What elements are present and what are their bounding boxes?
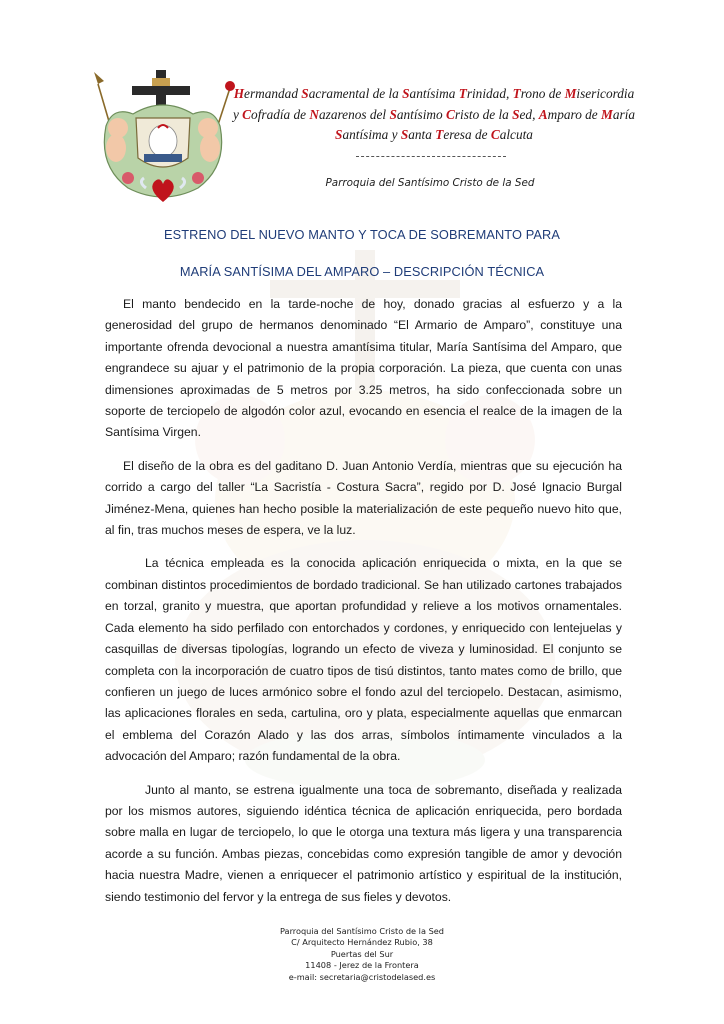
header-separator xyxy=(356,156,506,157)
title-fragment: isericordia y xyxy=(232,86,635,122)
title-initial: S xyxy=(512,106,520,122)
title-initial: S xyxy=(301,86,309,101)
title-fragment: anta xyxy=(408,127,436,142)
title-initial: C xyxy=(445,106,455,122)
document-body xyxy=(105,294,622,920)
title-initial: A xyxy=(538,106,548,122)
parish-subtitle: Parroquia del Santísimo Cristo de la Sed xyxy=(325,177,535,189)
paragraph-3: La técnica empleada es la conocida aplicación enriquecida o mixta, en la que se combinan distintos procedimientos de bordado tradicional. Se han utilizado cartones trabajados en torzal, granito y muestra, que aportan profundidad y relieve a los motivos ornamentales. Cada elemento ha sido perfilado con entorchados y cordones, y enriquecido con lentejuelas y casquillas de diversas tipologías, logrando un efecto de viveza y luminosidad. El conjunto se completa con la incorporación de cuatro tipos de tisú distintos, tanto mates como de brillo, que confieren un juego de luces armónico sobre el fondo azul del terciopelo. Destacan, asimismo, las aplicaciones florales en seda, cartulina, oro y plata, especialmente aquellas que enmarcan el emblema del Corazón Alado y las dos arras, símbolos íntimamente vinculados a la advocación del Amparo; razón fundamental de la obra. xyxy=(105,556,622,764)
title-fragment: rinidad, xyxy=(466,86,513,101)
title-fragment: ed, xyxy=(519,106,539,122)
document-title-line-1: ESTRENO DEL NUEVO MANTO Y TOCA DE SOBREMANTO PARA xyxy=(163,227,560,242)
title-initial: S xyxy=(400,127,409,142)
document-title-line-2: MARÍA SANTÍSIMA DEL AMPARO – DESCRIPCIÓN TÉCNICA xyxy=(179,264,545,279)
title-fragment: antísima y xyxy=(342,127,401,142)
title-initial: S xyxy=(389,106,397,122)
title-initial: C xyxy=(490,127,500,142)
title-fragment: acramental de la xyxy=(308,86,403,101)
title-initial: C xyxy=(242,106,252,122)
paragraph-4: Junto al manto, se estrena igualmente una toca de sobremanto, diseñada y realizada por los mismos autores, siguiendo idéntica técnica de aplicación enriquecida, pero bordada sobre malla en lugar de terciopelo, lo que le otorga una textura más ligera y una transparencia acorde a su función. Ambas piezas, concebidas como expresión tangible de amor y devoción hacia nuestra Madre, vienen a enriquecer el patrimonio artístico y espiritual de la institución, siendo testimonio del fervor y la entrega de sus fieles y devotos. xyxy=(105,782,622,904)
page-footer xyxy=(230,926,494,983)
title-fragment: eresa de xyxy=(443,127,491,142)
footer-email[interactable]: e-mail: secretaria@cristodelased.es xyxy=(288,971,436,982)
brotherhood-name xyxy=(232,84,636,146)
title-fragment: risto de la xyxy=(454,106,513,122)
title-fragment: aría xyxy=(612,106,636,122)
footer-district: Puertas del Sur xyxy=(330,948,394,959)
title-initial: T xyxy=(512,86,521,101)
brotherhood-emblem-icon xyxy=(88,66,238,206)
title-fragment: ermandad xyxy=(244,86,302,101)
footer-parish: Parroquia del Santísimo Cristo de la Sed xyxy=(279,926,445,936)
title-fragment: antísima xyxy=(409,86,459,101)
title-fragment: azarenos del xyxy=(319,106,390,122)
title-initial: T xyxy=(435,127,444,142)
title-fragment: alcuta xyxy=(499,127,533,142)
title-initial: S xyxy=(402,86,410,101)
footer-address: C/ Arquitecto Hernández Rubio, 38 xyxy=(291,937,433,948)
paragraph-1: El manto bendecido en la tarde-noche de hoy, donado gracias al esfuerzo y a la generosidad del grupo de hermanos denominado “El Armario de Amparo”, constituye una importante ofrenda devocional a nuestra amantísima titular, María Santísima del Amparo, que engrandece su ajuar y el patrimonio de la propia corporación. La pieza, que cuenta con unas dimensiones aproximadas de 5 metros por 3.25 metros, ha sido confeccionada sobre un soporte de terciopelo de algodón color azul, evocando en esencia el realce de la imagen de la Santísima Virgen. xyxy=(105,297,622,440)
title-initial: N xyxy=(309,106,320,122)
footer-city: 11408 - Jerez de la Frontera xyxy=(305,960,419,971)
title-initial: M xyxy=(564,86,577,101)
title-initial: H xyxy=(233,86,245,101)
title-initial: T xyxy=(458,86,467,101)
title-fragment: mparo de xyxy=(547,106,602,122)
title-fragment: ofradía de xyxy=(251,106,310,122)
title-fragment: antísimo xyxy=(396,106,446,122)
title-initial: S xyxy=(335,127,343,142)
title-fragment: rono de xyxy=(520,86,565,101)
paragraph-2: El diseño de la obra es del gaditano D. Juan Antonio Verdía, mientras que su ejecución ha corrido a cargo del taller “La Sacristía - Costura Sacra”, regido por D. José Ignacio Burgal Jiménez-Mena, quienes han hecho posible la materialización de este pequeño nuevo hito que, al fin, tras muchos meses de espera, ve la luz. xyxy=(105,458,622,538)
title-initial: M xyxy=(601,106,613,122)
